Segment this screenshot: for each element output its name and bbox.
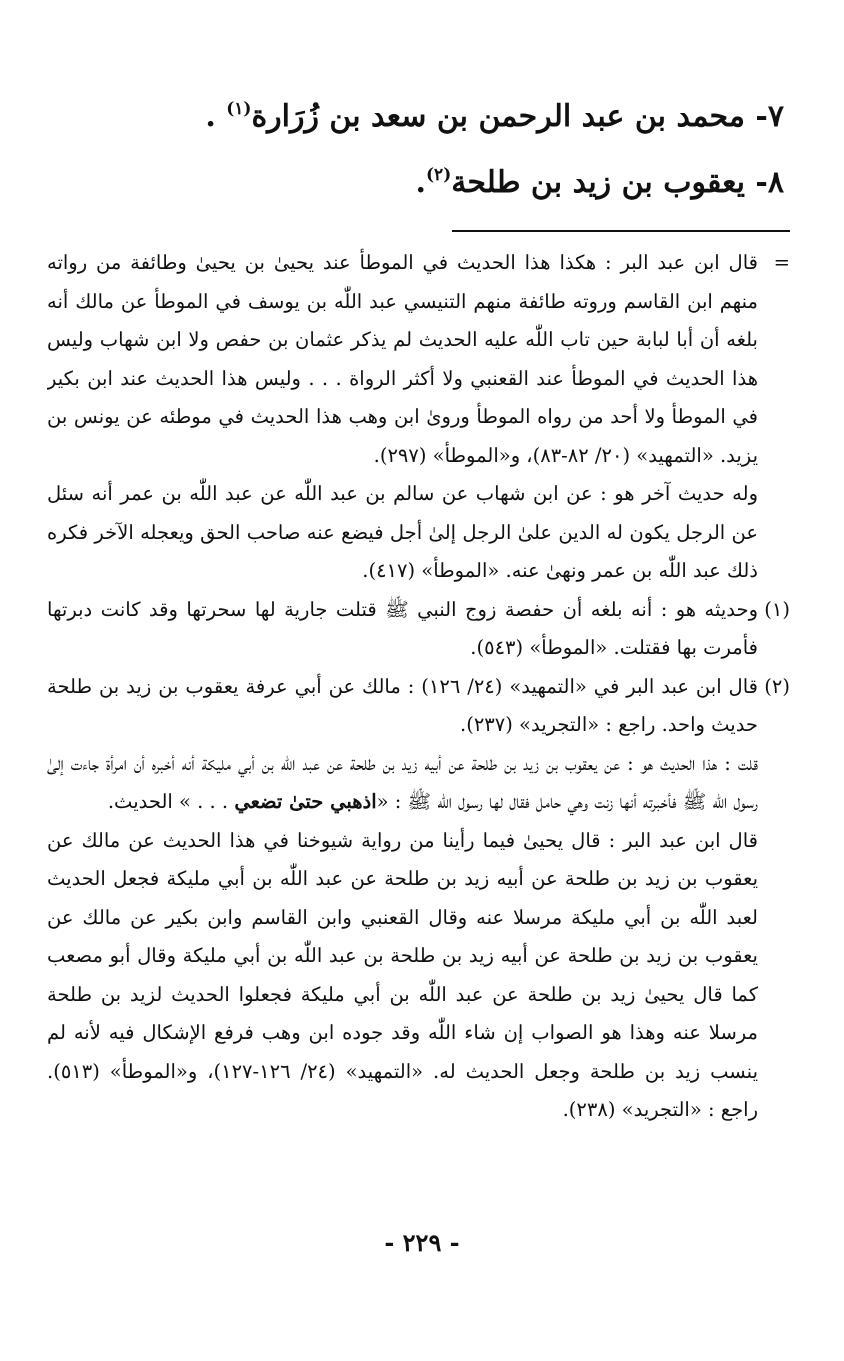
footnote-ref-2: (٢) — [426, 165, 452, 185]
footnote-1: (١) وحديثه هو : أنه بلغه أن حفصة زوج النبي ﷺ قتلت جارية لها سحرتها وقد كانت دبرتها فأمرت بها فقتلت. «الموطأ» (٥٤٣). — [47, 591, 790, 668]
page-number: - ٢٢٩ - — [384, 1228, 460, 1257]
narrator-item-8: ٨- يعقوب بن زيد بن طلحة$^{(٢)}$. — [415, 165, 784, 200]
footnote-continuation-paragraph: وله حديث آخر هو : عن ابن شهاب عن سالم بن عبد اللّٰه عن عبد اللّٰه بن عمر أنه سئل عن الرجل يكون له الدين علىٰ الرجل إلىٰ أجل فيضع عنه صاحب الحق ويعجله الآخر فكره ذلك عبد اللّٰه بن عمر ونهىٰ عنه. «الموطأ» (٤١٧). — [47, 482, 758, 582]
narrator-item-7: ٧- محمد بن عبد الرحمن بن سعد بن زُرَارة$^{(١)}$ . — [205, 99, 784, 134]
footnotes — [47, 244, 790, 1130]
hadith-quote: اذهبي حتىٰ تضعي — [234, 790, 377, 813]
narrator-list — [144, 84, 784, 216]
continuation-marker: = — [773, 251, 790, 274]
footnote-2-paragraph-2: قلت : هذا الحديث هو : عن يعقوب بن زيد بن طلحة عن أبيه زيد بن طلحة عن عبد اللّٰه بن أبي مليكة أنه أخبره أن امرأة جاءت إلىٰ رسول اللّٰه ﷺ فأخبرته أنها زنت وهي حامل فقال لها رسول اللّٰه ﷺ : «اذهبي حتىٰ تضعي . . . » الحديث. — [47, 751, 758, 813]
footnote-ref-1: (١) — [226, 99, 252, 119]
footnote-2-paragraph-3: قال ابن عبد البر : قال يحيىٰ فيما رأينا من رواية شيوخنا في هذا الحديث عن مالك عن يعقوب بن زيد بن طلحة عن أبيه زيد بن طلحة عن عبد اللّٰه بن أبي مليكة فجعل الحديث لعبد اللّٰه بن أبي مليكة مرسلا عنه وقال القعنبي وابن القاسم وابن بكير عن مالك عن يعقوب بن زيد بن طلحة عن أبيه زيد بن طلحة بن عبد اللّٰه بن أبي مليكة وقال أبو مصعب كما قال يحيىٰ زيد بن طلحة عن عبد اللّٰه بن أبي مليكة فجعلوا الحديث لزيد بن طلحة مرسلا عنه وهذا هو الصواب إن شاء اللّٰه وقد جوده ابن وهب فرفع الإشكال فيه لأنه لم ينسب زيد بن طلحة وجعل الحديث له. «التمهيد» (٢٤/ ١٢٦-١٢٧)، و«الموطأ» (٥١٣). راجع : «التجريد» (٢٣٨). — [47, 828, 758, 1121]
footnote-continuation: = قال ابن عبد البر : هكذا هذا الحديث في الموطأ عند يحيىٰ بن يحيىٰ وطائفة من رواته منهم ابن القاسم وروته طائفة منهم التنيسي عبد اللّٰه بن يوسف في الموطأ عن مالك أنه بلغه أن أبا لبابة حين تاب اللّٰه عليه الحديث لم يذكر عثمان بن حفص ولا ابن شهاب وليس هذا الحديث في الموطأ عند القعنبي ولا أكثر الرواة . . . وليس هذا الحديث عند ابن بكير في الموطأ ولا أحد من رواه الموطأ وروىٰ ابن وهب هذا الحديث في موطئه عن يونس بن يزيد. «التمهيد» (٢٠/ ٨٢-٨٣)، و«الموطأ» (٢٩٧). — [47, 244, 790, 475]
footnote-1-marker: (١) — [764, 597, 790, 621]
footnote-separator — [452, 230, 790, 232]
footnote-2-marker: (٢) — [764, 674, 790, 698]
footnote-2: (٢) قال ابن عبد البر في «التمهيد» (٢٤/ ١٢٦) : مالك عن أبي عرفة يعقوب بن زيد بن طلحة حديث واحد. راجع : «التجريد» (٢٣٧). — [47, 668, 790, 745]
